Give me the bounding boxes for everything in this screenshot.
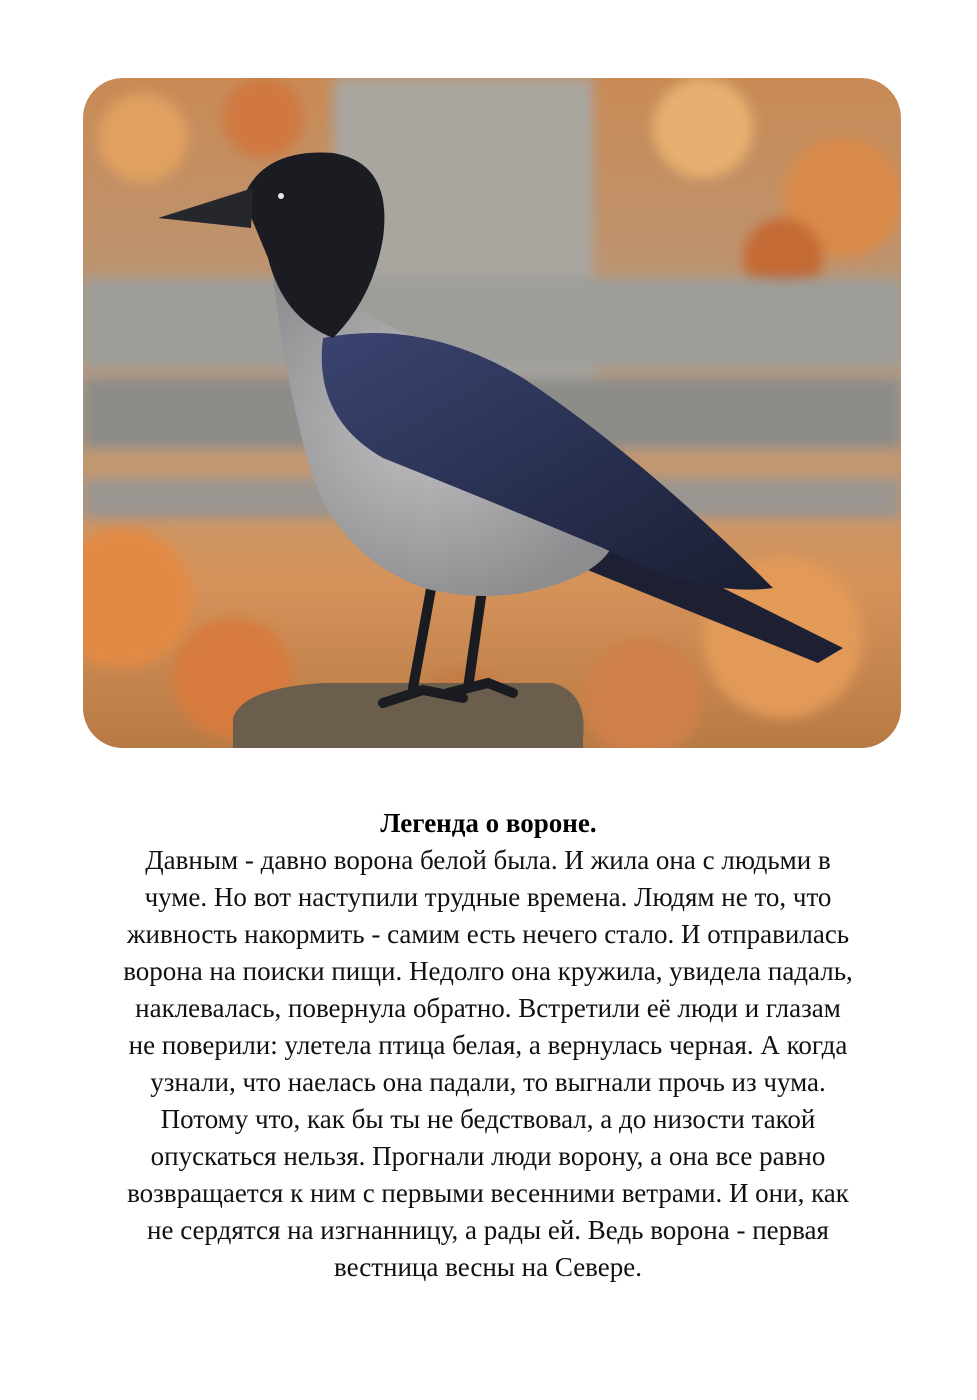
crow-eye [278, 193, 284, 199]
text-line: узнали, что наелась она падали, то выгнали прочь из чума. [150, 1067, 826, 1097]
crow-illustration [83, 78, 901, 748]
page-title: Легенда о вороне. [380, 808, 597, 838]
text-line: не поверили: улетела птица белая, а вернулась черная. А когда [128, 1030, 848, 1060]
legend-text [88, 842, 888, 1286]
text-line: наклевалась, повернула обратно. Встретили её люди и глазам [135, 993, 841, 1023]
text-line: опускаться нельзя. Прогнали люди ворону, а она все равно [150, 1141, 826, 1171]
text-line: живность накормить - самим есть нечего стало. И отправилась [126, 919, 850, 949]
photo-reflection [83, 748, 901, 788]
text-line: Давным - давно ворона белой была. И жила она с людьми в [145, 845, 831, 875]
text-line: чуме. Но вот наступили трудные времена. Людям не то, что [144, 882, 832, 912]
text-line: ворона на поиски пищи. Недолго она кружила, увидела падаль, [123, 956, 853, 986]
text-line: не сердятся на изгнанницу, а рады ей. Ведь ворона - первая [147, 1215, 829, 1245]
crow-photo [83, 78, 901, 748]
text-line: вестница весны на Севере. [334, 1252, 642, 1282]
text-line: Потому что, как бы ты не бедствовал, а до низости такой [160, 1104, 816, 1134]
text-line: возвращается к ним с первыми весенними ветрами. И они, как [127, 1178, 849, 1208]
